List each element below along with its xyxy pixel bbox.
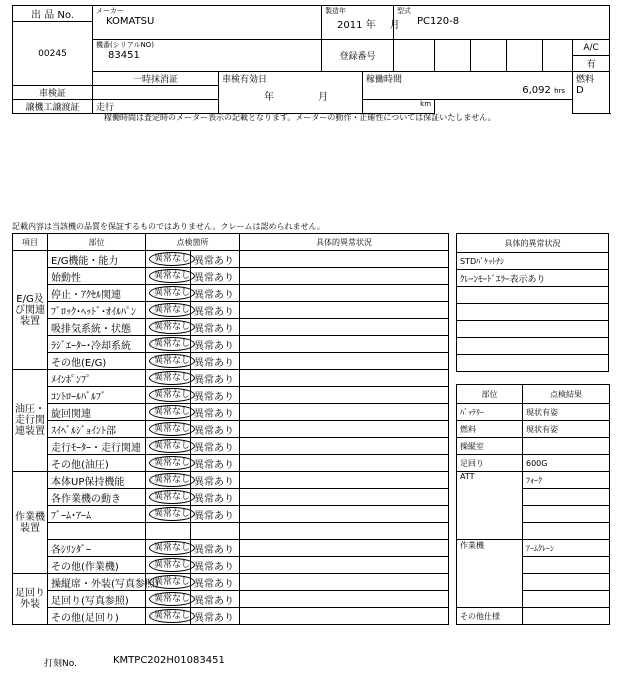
reg-label: 登録番号 xyxy=(322,40,394,72)
km-label: 走行 xyxy=(96,103,115,113)
month-unit: 月 xyxy=(389,20,400,31)
nen-label: 年 xyxy=(264,92,274,103)
col-detail: 具体的異常状況 xyxy=(240,234,449,251)
work-value-3 xyxy=(523,574,610,591)
part-label: ﾒｲﾝﾎﾟﾝﾌﾟ xyxy=(48,370,146,387)
att-label: ATT xyxy=(457,472,523,540)
status-ng: 異常あり xyxy=(191,387,240,404)
inspection-row xyxy=(13,421,449,438)
stamp-label: 打刻No. xyxy=(44,659,77,669)
status-ok xyxy=(146,353,191,370)
ok-oval: 異常なし xyxy=(149,405,195,419)
detail-cell xyxy=(240,336,449,353)
category-label: 作業機装置 xyxy=(13,472,48,574)
jouki-label: 譲機工譲渡証 xyxy=(13,100,93,114)
status-ng: 異常あり xyxy=(191,404,240,421)
status-ok xyxy=(146,472,191,489)
status-ok xyxy=(146,574,191,591)
battery-label: ﾊﾞｯﾃﾘｰ xyxy=(457,404,523,421)
part-label: その他(E/G) xyxy=(48,353,146,370)
reg-box-3 xyxy=(471,40,507,72)
detail-cell xyxy=(240,285,449,302)
serial-label: 機番(シリアルNO) xyxy=(96,41,154,49)
inspection-row xyxy=(13,591,449,608)
result-table xyxy=(456,384,610,625)
fuel-value: D xyxy=(576,85,584,96)
status-ng: 異常あり xyxy=(191,506,240,523)
part-label: その他(油圧) xyxy=(48,455,146,472)
result-col-result: 点検結果 xyxy=(523,385,610,404)
detail-cell xyxy=(240,608,449,625)
hours-label: 稼働時間 xyxy=(366,75,403,85)
part-label xyxy=(48,523,146,540)
part-label: ｺﾝﾄﾛｰﾙﾊﾞﾙﾌﾞ xyxy=(48,387,146,404)
detail-line-7 xyxy=(457,355,609,372)
part-label: その他(足回り) xyxy=(48,608,146,625)
part-label: 本体UP保持機能 xyxy=(48,472,146,489)
ac-value: 有 xyxy=(573,56,610,72)
inspection-row xyxy=(13,302,449,319)
status-ok xyxy=(146,506,191,523)
detail-cell xyxy=(240,506,449,523)
maker-cell xyxy=(93,6,322,40)
part-label: E/G機能・能力 xyxy=(48,251,146,268)
inspection-row xyxy=(13,455,449,472)
status-ng: 異常あり xyxy=(191,438,240,455)
ac-label: A/C xyxy=(573,40,610,56)
inspection-row xyxy=(13,608,449,625)
ok-oval: 異常なし xyxy=(149,575,195,589)
part-label: 走行ﾓｰﾀｰ・走行関連 xyxy=(48,438,146,455)
detail-cell xyxy=(240,421,449,438)
year-value: 2011 xyxy=(337,20,363,31)
hours-cell xyxy=(363,72,573,100)
detail-table xyxy=(456,233,609,372)
status-ok xyxy=(146,251,191,268)
ok-oval: 異常なし xyxy=(149,558,195,572)
ok-oval: 異常なし xyxy=(149,609,195,623)
category-label: 足回り外装 xyxy=(13,574,48,625)
ok-oval: 異常なし xyxy=(149,490,195,504)
detail-cell xyxy=(240,268,449,285)
detail-line-1: STDﾊﾞｹｯﾄﾅｼ xyxy=(457,253,609,270)
inspection-row xyxy=(13,387,449,404)
cab-value xyxy=(523,438,610,455)
detail-cell xyxy=(240,455,449,472)
inspection-row xyxy=(13,268,449,285)
hours-unit: hrs xyxy=(554,87,566,95)
status-ng: 異常あり xyxy=(191,455,240,472)
detail-cell xyxy=(240,557,449,574)
meter-note: 稼働時間は査定時のメーター表示の記載となります。メーターの動作・正確性については保証いたしません。 xyxy=(104,113,496,122)
status-ok xyxy=(146,268,191,285)
detail-line-5 xyxy=(457,321,609,338)
year-label: 製造年 xyxy=(325,7,347,15)
inspection-row xyxy=(13,574,449,591)
ok-oval: 異常なし xyxy=(149,269,195,283)
shuppin-label: 出 品 No. xyxy=(13,6,93,22)
undercarriage-value: 600G xyxy=(523,455,610,472)
status-ok xyxy=(146,319,191,336)
col-item: 項目 xyxy=(13,234,48,251)
part-label: ﾌﾞｰﾑ･ｱｰﾑ xyxy=(48,506,146,523)
model-label: 型式 xyxy=(397,7,412,15)
part-label: 操縦席・外装(写真参照) xyxy=(48,574,146,591)
part-label: ﾗｼﾞｴｰﾀｰ･冷却系統 xyxy=(48,336,146,353)
ok-oval: 異常なし xyxy=(149,286,195,300)
detail-cell xyxy=(240,540,449,557)
status-ng: 異常あり xyxy=(191,285,240,302)
ok-oval: 異常なし xyxy=(149,422,195,436)
status-ok xyxy=(146,523,191,540)
part-label: ﾌﾞﾛｯｸ･ﾍｯﾄﾞ･ｵｲﾙﾊﾟﾝ xyxy=(48,302,146,319)
inspection-row xyxy=(13,285,449,302)
detail-cell xyxy=(240,387,449,404)
tsuki-label: 月 xyxy=(318,92,328,103)
ok-oval: 異常なし xyxy=(149,388,195,402)
inspection-row xyxy=(13,404,449,421)
category-label: E/G及び関連装置 xyxy=(13,251,48,370)
status-ok xyxy=(146,285,191,302)
cab-label: 操縦室 xyxy=(457,438,523,455)
detail-cell xyxy=(240,353,449,370)
status-ng: 異常あり xyxy=(191,319,240,336)
detail-cell xyxy=(240,472,449,489)
ok-oval: 異常なし xyxy=(149,320,195,334)
hours-value: 6,092 xyxy=(522,85,551,96)
detail-cell xyxy=(240,319,449,336)
part-label: その他(作業機) xyxy=(48,557,146,574)
maker-label: メーカー xyxy=(96,7,124,15)
part-label: 足回り(写真参照) xyxy=(48,591,146,608)
ok-oval: 異常なし xyxy=(149,439,195,453)
inspection-row xyxy=(13,506,449,523)
status-ok xyxy=(146,540,191,557)
shuppin-no: 00245 xyxy=(13,22,93,86)
detail-header: 具体的異常状況 xyxy=(457,234,609,253)
reg-box-1 xyxy=(394,40,435,72)
inspection-row xyxy=(13,472,449,489)
status-ok xyxy=(146,421,191,438)
status-ng: 異常あり xyxy=(191,557,240,574)
ok-oval: 異常なし xyxy=(149,354,195,368)
att-value-3 xyxy=(523,506,610,523)
status-ng: 異常あり xyxy=(191,302,240,319)
inspection-row xyxy=(13,438,449,455)
status-ng: 異常あり xyxy=(191,370,240,387)
detail-cell xyxy=(240,489,449,506)
undercarriage-label: 足回り xyxy=(457,455,523,472)
status-ng: 異常あり xyxy=(191,574,240,591)
other-value xyxy=(523,608,610,625)
inspection-row xyxy=(13,540,449,557)
ok-oval: 異常なし xyxy=(149,252,195,266)
serial-cell xyxy=(93,40,322,72)
category-label: 油圧・走行関連装置 xyxy=(13,370,48,472)
part-label: ｽｲﾍﾞﾙｼﾞｮｲﾝﾄ部 xyxy=(48,421,146,438)
status-ok xyxy=(146,302,191,319)
part-label: 各作業機の動き xyxy=(48,489,146,506)
status-ok xyxy=(146,438,191,455)
att-value-4 xyxy=(523,523,610,540)
reg-box-2 xyxy=(435,40,471,72)
km-unit: km xyxy=(420,100,432,108)
detail-cell xyxy=(240,438,449,455)
fuel-label: 燃料 xyxy=(457,421,523,438)
status-ok xyxy=(146,455,191,472)
att-value-2 xyxy=(523,489,610,506)
inspection-row xyxy=(13,251,449,268)
status-ng: 異常あり xyxy=(191,608,240,625)
att-value: ﾌｫｰｸ xyxy=(523,472,610,489)
reg-box-5 xyxy=(543,40,573,72)
ok-oval: 異常なし xyxy=(149,541,195,555)
ok-oval: 異常なし xyxy=(149,337,195,351)
work-value: ｱｰﾑｸﾚｰﾝ xyxy=(523,540,610,557)
other-label: その他仕様 xyxy=(457,608,523,625)
part-label: 旋回関連 xyxy=(48,404,146,421)
status-ng xyxy=(191,523,240,540)
inspection-table xyxy=(12,233,449,625)
year-unit: 年 xyxy=(365,20,376,31)
col-check: 点検箇所 xyxy=(146,234,240,251)
col-part: 部位 xyxy=(48,234,146,251)
part-label: 各ｼﾘﾝﾀﾞｰ xyxy=(48,540,146,557)
detail-line-3 xyxy=(457,287,609,304)
ichiji-label: 一時抹消証 xyxy=(93,72,219,86)
fuel-result: 現状有姿 xyxy=(523,421,610,438)
detail-cell xyxy=(240,404,449,421)
ok-oval: 異常なし xyxy=(149,592,195,606)
status-ng: 異常あり xyxy=(191,489,240,506)
inspection-row xyxy=(13,489,449,506)
status-ng: 異常あり xyxy=(191,353,240,370)
inspection-row xyxy=(13,336,449,353)
detail-line-4 xyxy=(457,304,609,321)
status-ok xyxy=(146,489,191,506)
ok-oval: 異常なし xyxy=(149,303,195,317)
work-label: 作業機 xyxy=(457,540,523,608)
inspection-row xyxy=(13,319,449,336)
detail-cell xyxy=(240,370,449,387)
status-ng: 異常あり xyxy=(191,591,240,608)
fuel-label: 燃料 xyxy=(576,75,595,85)
header-table xyxy=(12,5,610,114)
fuel-cell xyxy=(573,72,610,114)
status-ok xyxy=(146,387,191,404)
status-ok xyxy=(146,336,191,353)
status-ok xyxy=(146,557,191,574)
maker-value: KOMATSU xyxy=(106,16,155,27)
status-ok xyxy=(146,608,191,625)
detail-cell xyxy=(240,591,449,608)
detail-line-6 xyxy=(457,338,609,355)
status-ng: 異常あり xyxy=(191,251,240,268)
work-value-4 xyxy=(523,591,610,608)
part-label: 吸排気系統・状態 xyxy=(48,319,146,336)
reg-box-4 xyxy=(507,40,543,72)
part-label: 停止・ｱｸｾﾙ関連 xyxy=(48,285,146,302)
inspection-row xyxy=(13,370,449,387)
battery-value: 現状有姿 xyxy=(523,404,610,421)
shaken-label: 車検証 xyxy=(13,86,93,100)
status-ok xyxy=(146,370,191,387)
inspection-row xyxy=(13,523,449,540)
model-value: PC120-8 xyxy=(417,16,460,27)
status-ng: 異常あり xyxy=(191,540,240,557)
detail-line-2: ｸﾚｰﾝﾓｰﾄﾞｴﾗｰ表示あり xyxy=(457,270,609,287)
status-ok xyxy=(146,404,191,421)
ok-oval: 異常なし xyxy=(149,371,195,385)
model-cell xyxy=(394,6,610,40)
serial-value: 83451 xyxy=(108,50,140,61)
part-label: 始動性 xyxy=(48,268,146,285)
status-ng: 異常あり xyxy=(191,472,240,489)
result-col-part: 部位 xyxy=(457,385,523,404)
status-ok xyxy=(146,591,191,608)
detail-cell xyxy=(240,302,449,319)
stamp-value: KMTPC202H01083451 xyxy=(113,655,225,666)
status-ng: 異常あり xyxy=(191,421,240,438)
status-ng: 異常あり xyxy=(191,336,240,353)
status-ng: 異常あり xyxy=(191,268,240,285)
detail-cell xyxy=(240,251,449,268)
inspection-row xyxy=(13,557,449,574)
inspection-row xyxy=(13,353,449,370)
work-value-2 xyxy=(523,557,610,574)
detail-cell xyxy=(240,574,449,591)
detail-cell xyxy=(240,523,449,540)
ok-oval: 異常なし xyxy=(149,507,195,521)
quality-note: 記載内容は当該機の品質を保証するものではありません。クレームは認められません。 xyxy=(12,222,325,231)
ok-oval: 異常なし xyxy=(149,473,195,487)
shaken-valid-label: 車検有効日 xyxy=(222,75,268,85)
year-cell xyxy=(322,6,400,40)
ok-oval: 異常なし xyxy=(149,456,195,470)
